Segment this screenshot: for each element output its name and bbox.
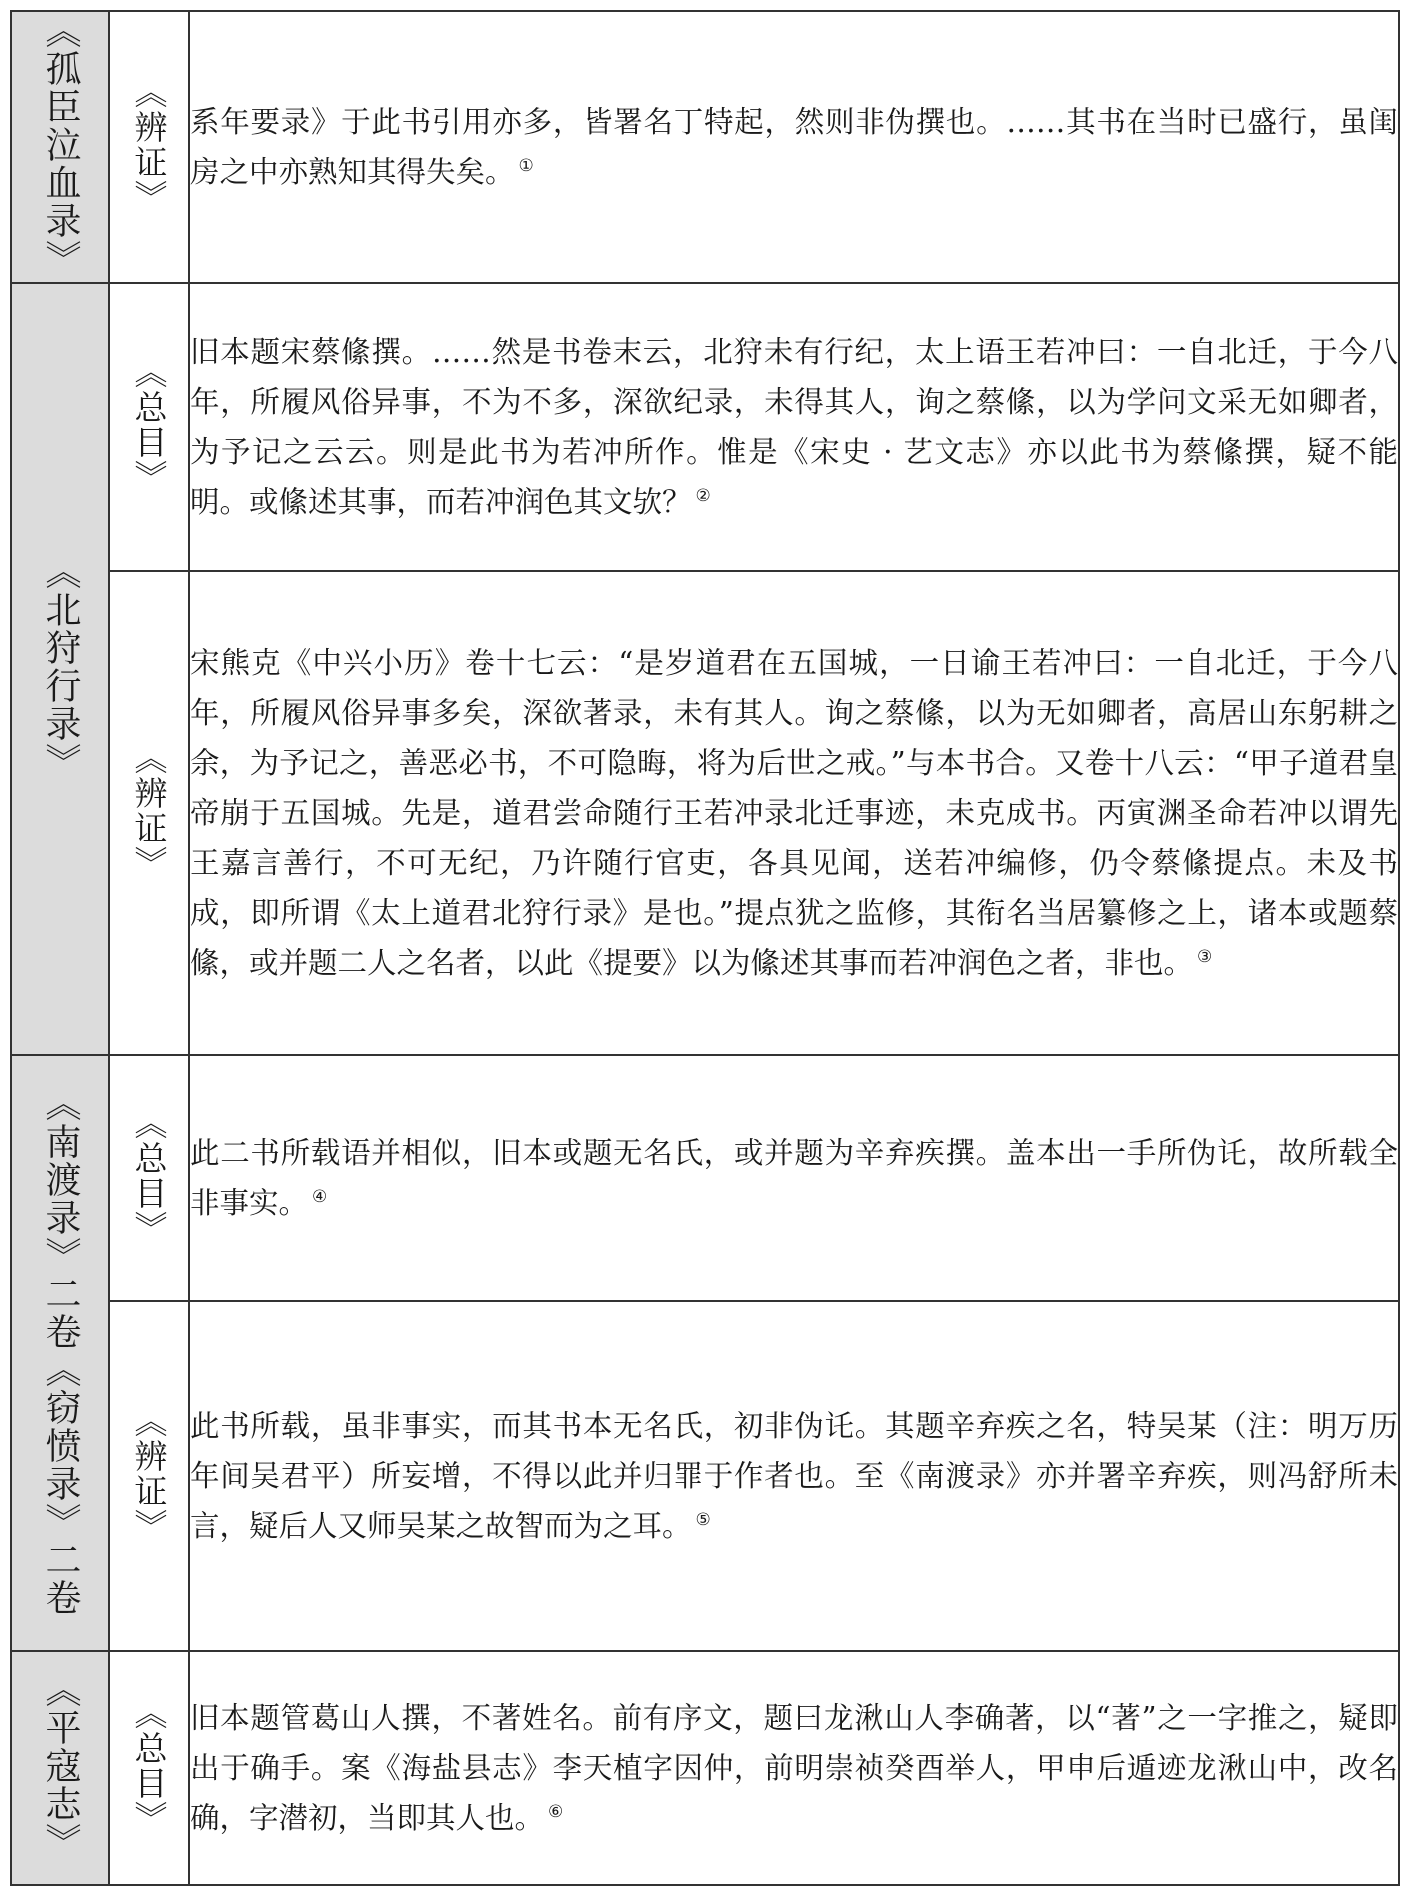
table-row xyxy=(11,11,1399,283)
source-cell xyxy=(109,11,189,283)
book-title: 《南渡录》二卷《窃愤录》二卷 xyxy=(40,1085,81,1617)
footnote-marker: ④ xyxy=(312,1187,328,1208)
footnote-marker: ⑤ xyxy=(695,1510,711,1531)
book-title-cell xyxy=(11,11,109,283)
table-row xyxy=(11,571,1399,1055)
source-label: 《总目》 xyxy=(129,1696,169,1836)
entry-text-cell xyxy=(189,571,1399,1055)
entry-text-cell xyxy=(189,1301,1399,1651)
source-label: 《辨证》 xyxy=(129,741,169,881)
source-cell xyxy=(109,1651,189,1885)
book-title: 《孤臣泣血录》 xyxy=(40,12,81,278)
table-row xyxy=(11,1651,1399,1885)
source-label: 《总目》 xyxy=(129,1106,169,1246)
book-title-cell xyxy=(11,1651,109,1885)
source-cell xyxy=(109,1055,189,1301)
source-cell xyxy=(109,1301,189,1651)
entry-text-cell xyxy=(189,1651,1399,1885)
entry-text-cell xyxy=(189,1055,1399,1301)
table-row xyxy=(11,283,1399,571)
entry-text: 此书所载，虽非事实，而其书本无名氏，初非伪讬。其题辛弃疾之名，特吴某（注：明万历年间吴君平）所妄增，不得以此并归罪于作者也。至《南渡录》亦并署辛弃疾，则冯舒所未言，疑后人又师吴某之故智而为之耳。 xyxy=(190,1409,1398,1543)
entry-text: 旧本题管葛山人撰，不著姓名。前有序文，题曰龙湫山人李确著，以“著”之一字推之，疑即出于确手。案《海盐县志》李天植字因仲，前明崇祯癸酉举人，甲申后遁迹龙湫山中，改名确，字潜初，当即其人也。 xyxy=(190,1701,1398,1835)
source-cell xyxy=(109,571,189,1055)
entry-text: 旧本题宋蔡絛撰。……然是书卷末云，北狩未有行纪，太上语王若冲曰：一自北迁，于今八年，所履风俗异事，不为不多，深欲纪录，未得其人，询之蔡絛，以为学问文采无如卿者，为予记之云云。则是此书为若冲所作。惟是《宋史 · 艺文志》亦以此书为蔡絛撰，疑不能明。或絛述其事，而若冲润色其文欤？ xyxy=(190,335,1398,519)
source-cell xyxy=(109,283,189,571)
source-label: 《辨证》 xyxy=(129,1404,169,1544)
footnote-marker: ① xyxy=(518,156,534,177)
entry-text-cell xyxy=(189,11,1399,283)
book-title-cell xyxy=(11,1055,109,1651)
comparison-table xyxy=(10,10,1400,1886)
entry-text: 系年要录》于此书引用亦多，皆署名丁特起，然则非伪撰也。……其书在当时已盛行，虽闺房之中亦熟知其得失矣。 xyxy=(190,105,1398,189)
book-title: 《平寇志》 xyxy=(40,1671,81,1861)
source-label: 《辨证》 xyxy=(129,75,169,215)
source-label: 《总目》 xyxy=(129,355,169,495)
book-title: 《北狩行录》 xyxy=(40,553,81,781)
table-row xyxy=(11,1055,1399,1301)
book-title-cell xyxy=(11,283,109,1055)
entry-text: 此二书所载语并相似，旧本或题无名氏，或并题为辛弃疾撰。盖本出一手所伪讬，故所载全非事实。 xyxy=(190,1136,1398,1220)
footnote-marker: ③ xyxy=(1197,947,1213,968)
footnote-marker: ② xyxy=(695,486,711,507)
table-row xyxy=(11,1301,1399,1651)
entry-text: 宋熊克《中兴小历》卷十七云：“是岁道君在五国城，一日谕王若冲曰：一自北迁，于今八年，所履风俗异事多矣，深欲著录，未有其人。询之蔡絛，以为无如卿者，高居山东躬耕之余，为予记之，善恶必书，不可隐晦，将为后世之戒。”与本书合。又卷十八云：“甲子道君皇帝崩于五国城。先是，道君尝命随行王若冲录北迁事迹，未克成书。丙寅渊圣命若冲以谓先王嘉言善行，不可无纪，乃许随行官吏，各具见闻，送若冲编修，仍令蔡絛提点。未及书成，即所谓《太上道君北狩行录》是也。”提点犹之监修，其衔名当居纂修之上，诸本或题蔡絛，或并题二人之名者，以此《提要》以为絛述其事而若冲润色之者，非也。 xyxy=(190,646,1398,980)
footnote-marker: ⑥ xyxy=(548,1802,564,1823)
entry-text-cell xyxy=(189,283,1399,571)
